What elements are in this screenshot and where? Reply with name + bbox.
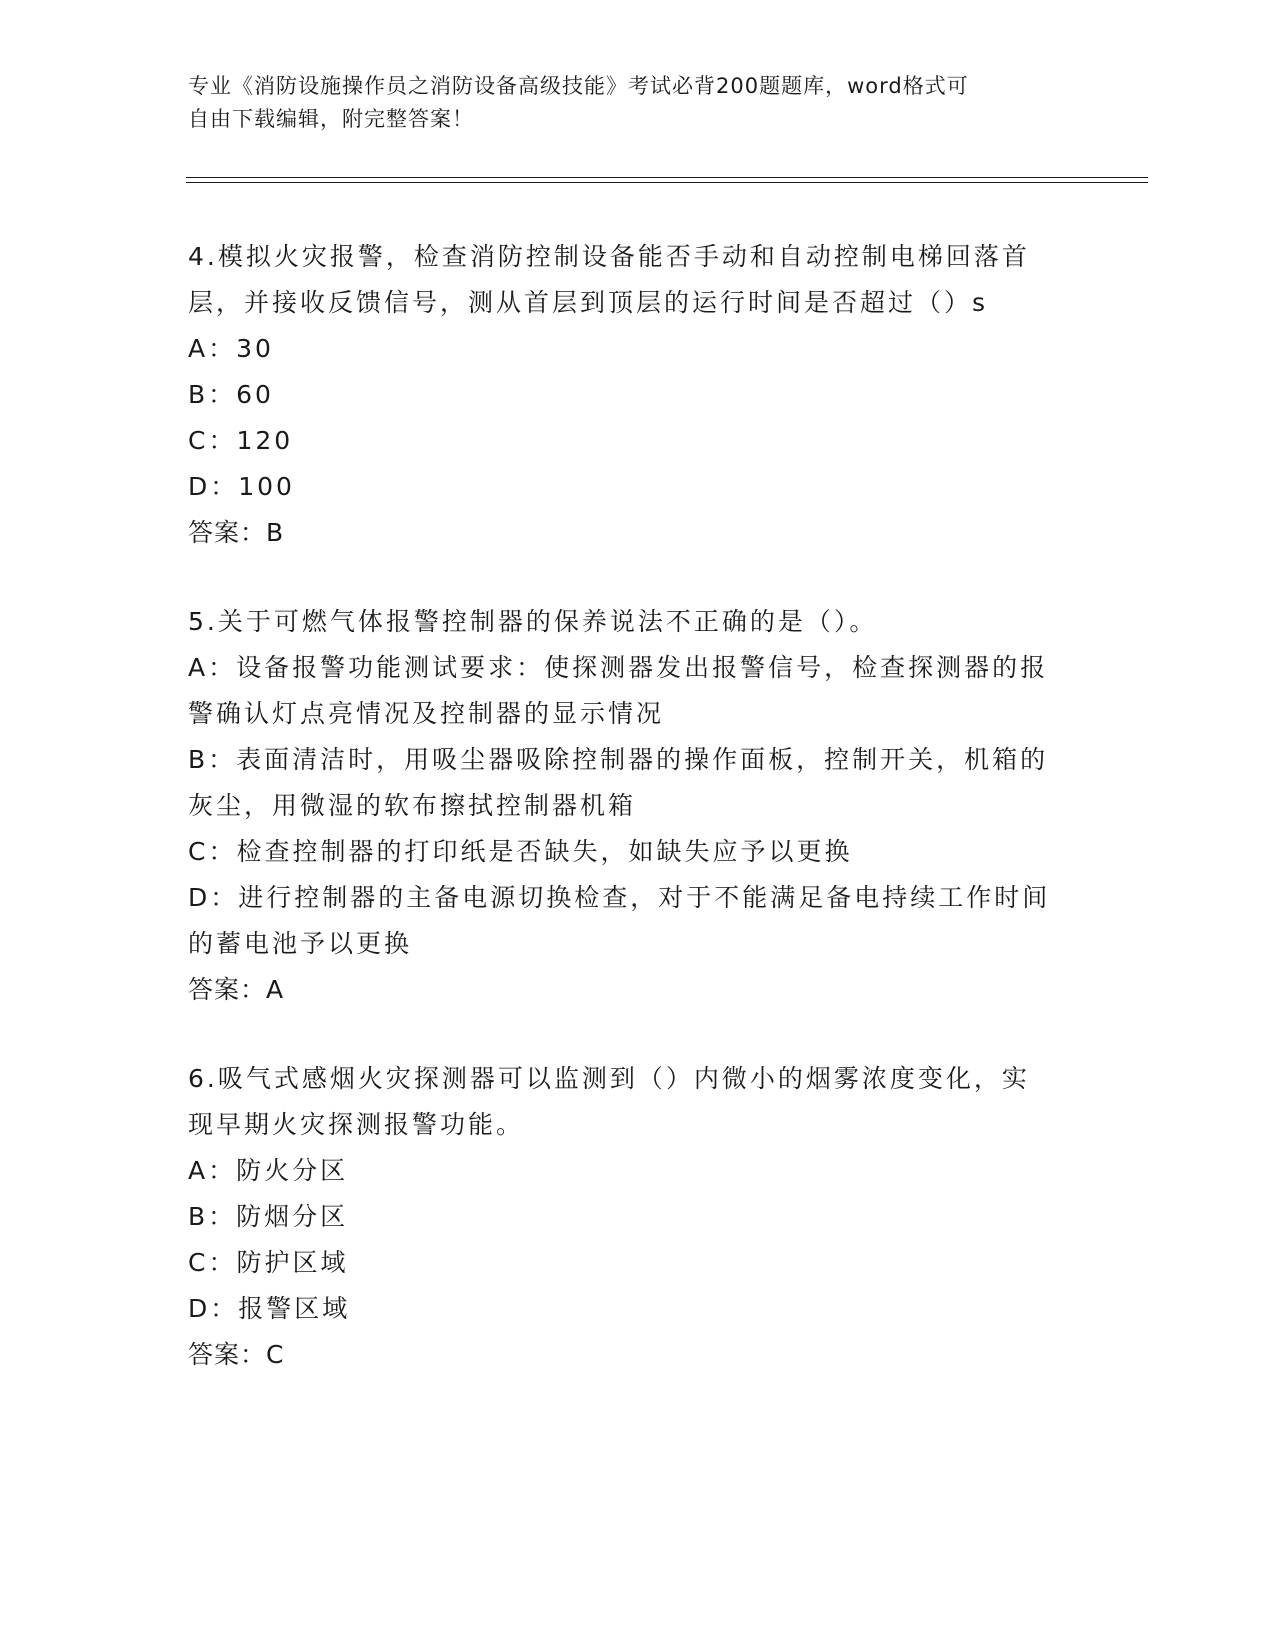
header-title-line: 专业《消防设施操作员之消防设备高级技能》考试必背200题题库，word格式可: [188, 74, 969, 98]
question-stem-line: 6.吸气式感烟火灾探测器可以监测到（）内微小的烟雾浓度变化，实: [188, 1064, 1030, 1093]
question-block: [188, 234, 1088, 556]
option-d-line: D：进行控制器的主备电源切换检查，对于不能满足备电持续工作时间: [188, 883, 1051, 912]
option-b-line: 灰尘，用微湿的软布擦拭控制器机箱: [188, 791, 637, 820]
question-stem-line: 4.模拟火灾报警，检查消防控制设备能否手动和自动控制电梯回落首: [188, 242, 1030, 271]
option-d-line: 的蓄电池予以更换: [188, 929, 413, 958]
option-b: B：60: [188, 380, 274, 409]
question-stem-line: 层，并接收反馈信号，测从首层到顶层的运行时间是否超过（）s: [188, 288, 989, 317]
option-a: A：30: [188, 334, 274, 363]
question-stem-line: 现早期火灾探测报警功能。: [188, 1110, 525, 1139]
option-b: B：防烟分区: [188, 1202, 349, 1231]
option-a-line: 警确认灯点亮情况及控制器的显示情况: [188, 699, 665, 728]
header-divider: [186, 177, 1148, 178]
header-divider: [186, 182, 1148, 183]
question-stem-line: 5.关于可燃气体报警控制器的保养说法不正确的是（）。: [188, 607, 878, 636]
option-c: C：120: [188, 426, 294, 455]
document-header: [188, 70, 1088, 136]
option-c-line: C：检查控制器的打印纸是否缺失，如缺失应予以更换: [188, 837, 853, 866]
option-d: D：100: [188, 472, 295, 501]
option-a: A：防火分区: [188, 1156, 349, 1185]
option-b-line: B：表面清洁时，用吸尘器吸除控制器的操作面板，控制开关，机箱的: [188, 745, 1049, 774]
question-block: [188, 1056, 1088, 1378]
option-c: C：防护区域: [188, 1248, 349, 1277]
question-block: [188, 599, 1088, 1013]
option-d: D：报警区域: [188, 1294, 351, 1323]
answer-line: 答案：A: [188, 975, 285, 1004]
answer-line: 答案：B: [188, 518, 285, 547]
header-title-line: 自由下载编辑，附完整答案！: [188, 107, 474, 131]
answer-line: 答案：C: [188, 1340, 285, 1369]
option-a-line: A：设备报警功能测试要求：使探测器发出报警信号，检查探测器的报: [188, 653, 1049, 682]
